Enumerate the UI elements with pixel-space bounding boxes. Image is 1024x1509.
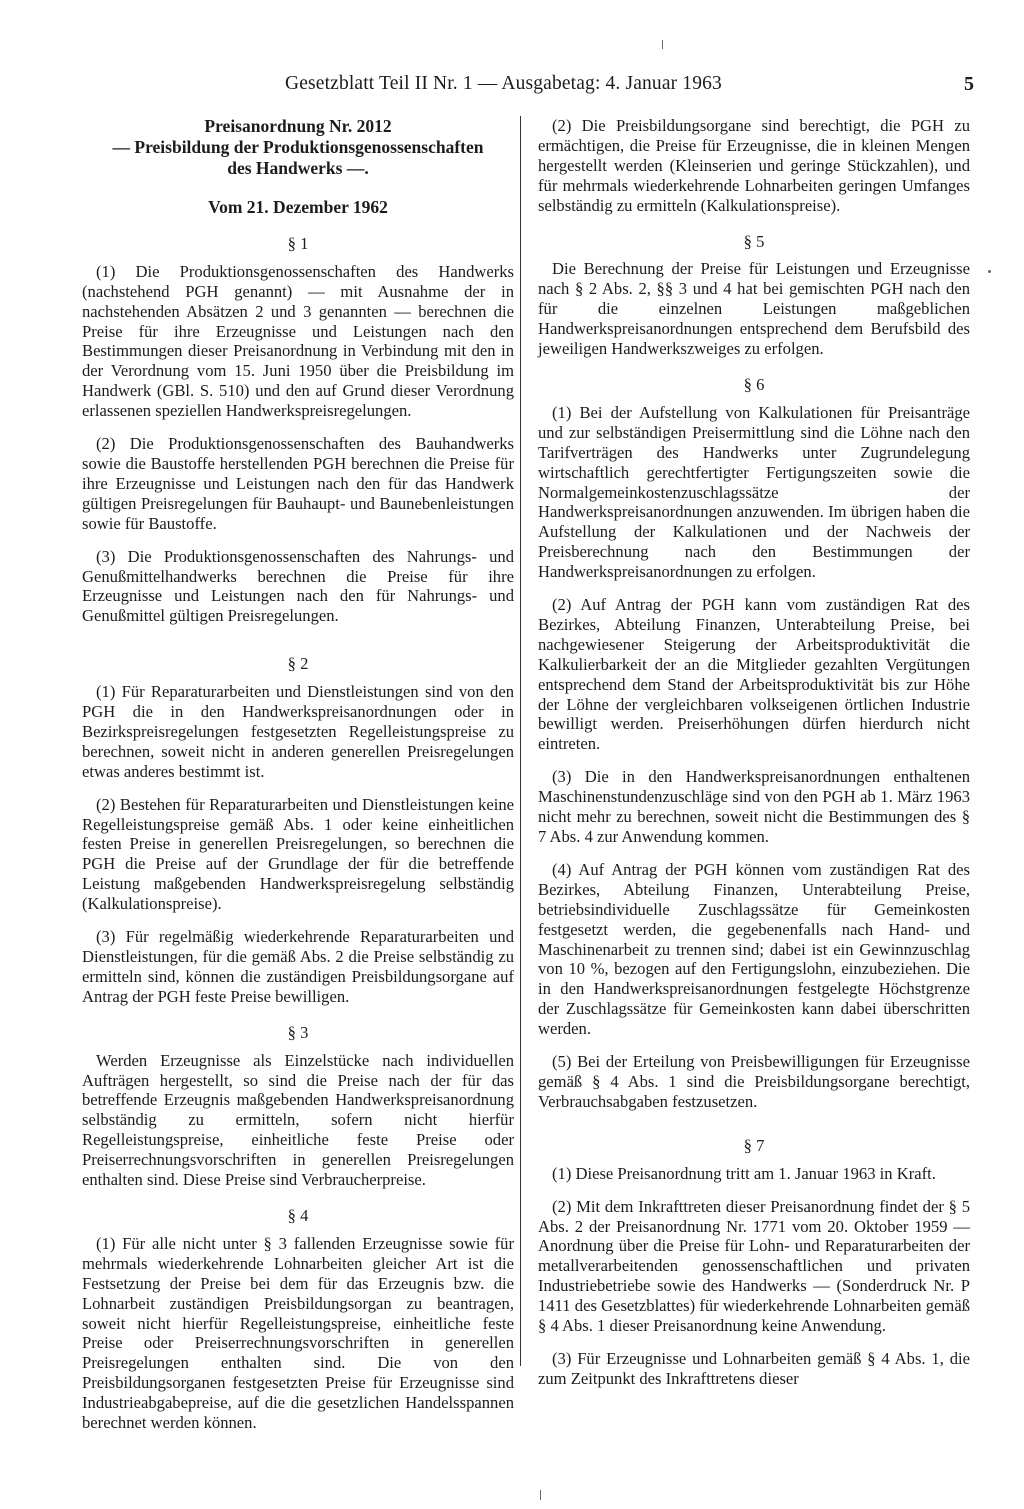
paragraph: (2) Die Preisbildungsorgane sind berechtigt, die PGH zu ermächtigen, die Preise für Erzeugnisse, die in kleinen Mengen hergestellt werden (Kleinserien und geringe Stückzahlen), und für mehrmals wiederkehrende Lohnarbeiten geringen Umfanges selbständig zu ermitteln (Kalkulationspreise). bbox=[538, 116, 970, 215]
scan-artifact bbox=[540, 1490, 541, 1500]
left-column bbox=[82, 116, 514, 1433]
right-column bbox=[538, 116, 970, 1389]
paragraph: (1) Für Reparaturarbeiten und Dienstleistungen sind von den PGH die in den Handwerkspreisanordnungen oder in Bezirkspreisregelungen festgesetzten Regelleistungspreise zu berechnen, soweit nicht in anderen generellen Preisregelungen etwas anderes bestimmt ist. bbox=[82, 682, 514, 781]
section-heading: § 1 bbox=[287, 233, 309, 253]
section-3 bbox=[82, 1023, 514, 1190]
running-title: Gesetzblatt Teil II Nr. 1 — Ausgabetag: 4. Januar 1963 bbox=[285, 73, 722, 94]
section-4-continued bbox=[538, 116, 970, 216]
section-7 bbox=[538, 1136, 970, 1389]
section-4 bbox=[82, 1206, 514, 1433]
paragraph: Die Berechnung der Preise für Leistungen und Erzeugnisse nach § 2 Abs. 2, §§ 3 und 4 hat bei gemischten PGH nach den für die einzelnen Leistungen maßgeblichen Handwerkspreisanordnungen entsprechend dem Berufsbild des jeweiligen Handwerkszweiges zu erfolgen. bbox=[538, 259, 970, 359]
section-heading: § 6 bbox=[743, 374, 765, 394]
paragraph: (1) Die Produktionsgenossenschaften des Handwerks (nachstehend PGH genannt) — mit Ausnahme der in nachstehenden Absätzen 2 und 3 genannten — berechnen die Preise für ihre Erzeugnisse und Leistungen nach den Bestimmungen dieser Preisanordnung in Verbindung mit den in der Verordnung vom 15. Juni 1950 über die Preisbildung im Handwerk (GBl. S. 510) und den auf Grund dieser Verordnung erlassenen speziellen Handwerkspreisregelungen. bbox=[82, 261, 514, 421]
paragraph: (2) Bestehen für Reparaturarbeiten und Dienstleistungen keine Regelleistungspreise gemäß Abs. 1 oder keine einheitlichen festen Preise in generellen Preisregelungen, so berechnen die PGH die Preise auf der Grundlage der für die betreffende Leistung maßgebenden Handwerkspreisregelung selbständig (Kalkulationspreise). bbox=[82, 794, 514, 914]
paragraph: (3) Für Erzeugnisse und Lohnarbeiten gemäß § 4 Abs. 1, die zum Zeitpunkt des Inkrafttretens dieser bbox=[538, 1348, 970, 1388]
scan-artifact bbox=[662, 40, 663, 49]
paragraph: (5) Bei der Erteilung von Preisbewilligungen für Erzeugnisse gemäß § 4 Abs. 1 sind die Preisbildungsorgane berechtigt, Verbrauchsabgaben festzusetzen. bbox=[538, 1052, 970, 1111]
section-1 bbox=[82, 234, 514, 626]
column-divider bbox=[520, 116, 521, 1366]
paragraph: (3) Die in den Handwerkspreisanordnungen enthaltenen Maschinenstundenzuschläge sind von den PGH ab 1. März 1963 nicht mehr zu berechnen, soweit nicht die Bestimmungen des § 7 Abs. 4 zur Anwendung kommen. bbox=[538, 767, 970, 846]
paragraph: (3) Für regelmäßig wiederkehrende Reparaturarbeiten und Dienstleistungen, für die gemäß Abs. 2 die Preise selbständig zu ermitteln sind, können die zuständigen Preisbildungsorgane auf Antrag der PGH feste Preise bewilligen. bbox=[82, 927, 514, 1006]
paragraph: (2) Die Produktionsgenossenschaften des Bauhandwerks sowie die Baustoffe herstellenden PGH berechnen die Preise für ihre Erzeugnisse und Leistungen nach den für das Handwerk gültigen Preisregelungen für Bauhaupt- und Baunebenleistungen sowie für Baustoffe. bbox=[82, 434, 514, 533]
scan-artifact bbox=[988, 270, 991, 273]
paragraph: (1) Bei der Aufstellung von Kalkulationen für Preisanträge und zur selbständigen Preisermittlung sind die Löhne nach den Tarifverträgen des Handwerks unter Zugrundelegung wirtschaftlich gerechtfertigter Fertigungszeiten sowie die Normalgemeinkostenzuschlagssätze der Handwerkspreisanordnungen anzuwenden. Im übrigen haben die Aufstellung der Kalkulationen und der Nachweis der Preisberechnung nach den Bestimmungen der Handwerkspreisanordnungen zu erfolgen. bbox=[538, 402, 970, 582]
section-2 bbox=[82, 654, 514, 1007]
section-heading: § 2 bbox=[287, 654, 309, 674]
paragraph: (3) Die Produktionsgenossenschaften des Nahrungs- und Genußmittelhandwerks berechnen die Preise für ihre Erzeugnisse und Leistungen nach den für Nahrungs- und Genußmittel gültigen Preisregelungen. bbox=[82, 546, 514, 626]
section-heading: § 7 bbox=[743, 1135, 765, 1155]
section-6 bbox=[538, 375, 970, 1112]
section-heading: § 4 bbox=[287, 1205, 309, 1225]
document-title bbox=[82, 116, 514, 179]
paragraph: (1) Diese Preisanordnung tritt am 1. Januar 1963 in Kraft. bbox=[552, 1163, 936, 1183]
section-heading: § 3 bbox=[287, 1022, 309, 1042]
paragraph: (4) Auf Antrag der PGH können vom zuständigen Rat des Bezirkes, Abteilung Finanzen, Unterabteilung Preise, betriebsindividuelle Zuschlagssätze für Gemeinkosten festgesetzt werden, die gegebenenfalls nach Hand- und Maschinenarbeit zu trennen sind; dabei ist ein Gewinnzuschlag von 10 %, bezogen auf den Fertigungslohn, einzubeziehen. Die in den Handwerkspreisanordnungen festgelegte Höchstgrenze der Zuschlagssätze für Gemeinkosten kann dabei überschritten werden. bbox=[538, 859, 970, 1039]
date-line: Vom 21. Dezember 1962 bbox=[208, 197, 388, 217]
paragraph: Werden Erzeugnisse als Einzelstücke nach individuellen Aufträgen hergestellt, so sind die Preise nach der für das betreffende Erzeugnis maßgebenden Handwerkspreisanordnung selbständig zu ermitteln, sofern nicht hierfür Regelleistungspreise, einheitliche feste Preise oder Preiserrechnungsvorschriften in generellen Preisregelungen enthalten sind. Diese Preise sind Verbraucherpreise. bbox=[82, 1050, 514, 1190]
paragraph: (2) Mit dem Inkrafttreten dieser Preisanordnung findet der § 5 Abs. 2 der Preisanordnung Nr. 1771 vom 20. Oktober 1959 — Anordnung über die Preise für Lohn- und Reparaturarbeiten der metallverarbeitenden genossenschaftlichen und privaten Industriebetriebe sowie des Handwerks — (Sonderdruck Nr. P 1411 des Gesetzblattes) für wiederkehrende Lohnarbeiten gemäß § 4 Abs. 1 dieser Preisanordnung keine Anwendung. bbox=[538, 1196, 970, 1336]
page-number: 5 bbox=[964, 73, 974, 95]
paragraph: (2) Auf Antrag der PGH kann vom zuständigen Rat des Bezirkes, Abteilung Finanzen, Unterabteilung Preise, bei nachgewiesener Steigerung der Arbeitsproduktivität die Kalkulierbarkeit der an die Mitglieder gezahlten Vergütungen entsprechend dem Stand der Arbeitsproduktivität bis zur Höhe der Löhne der vergleichbaren volkseigenen örtlichen Industrie bewilligt werden. Preiserhöhungen dürfen hierdurch nicht eintreten. bbox=[538, 595, 970, 754]
paragraph: (1) Für alle nicht unter § 3 fallenden Erzeugnisse sowie für mehrmals wiederkehrende Lohnarbeiten gleicher Art ist die Festsetzung der Preise bei dem für das Erzeugnis bzw. die Lohnarbeit zuständigen Preisbildungsorgan zu beantragen, soweit nicht hierfür Regelleistungspreise, einheitliche feste Preise oder Preiserrechnungsvorschriften in generellen Preisregelungen enthalten sind. Die von den Preisbildungsorganen festgesetzten Preise für Erzeugnisse sind Industrieabgabepreise, auf die die gesetzlichen Handelsspannen berechnet werden können. bbox=[82, 1233, 514, 1433]
title-line-1: Preisanordnung Nr. 2012 bbox=[204, 116, 392, 136]
title-line-3: des Handwerks —. bbox=[227, 158, 369, 178]
running-header bbox=[0, 73, 1024, 103]
section-5 bbox=[538, 232, 970, 359]
title-line-2: — Preisbildung der Produktionsgenossenschaften bbox=[112, 137, 484, 157]
section-heading: § 5 bbox=[743, 231, 765, 251]
